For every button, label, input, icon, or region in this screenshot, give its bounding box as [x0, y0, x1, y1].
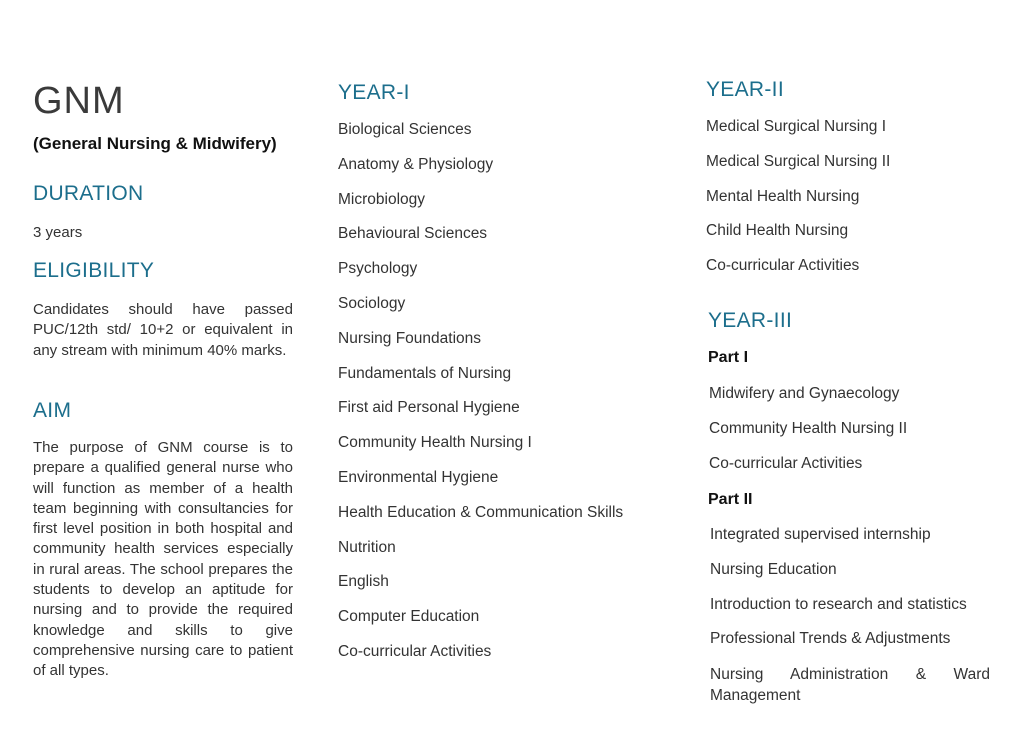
subject-item: Health Education & Communication Skills — [338, 503, 624, 521]
eligibility-heading: ELIGIBILITY — [33, 259, 155, 282]
year3-part2-label: Part II — [708, 491, 753, 508]
subject-item: Nursing Foundations — [338, 329, 482, 347]
subject-item: Mental Health Nursing — [706, 187, 860, 205]
subject-item: Environmental Hygiene — [338, 468, 499, 486]
year1-subject-list — [338, 121, 623, 678]
subject-item: Microbiology — [338, 190, 426, 208]
subject-item: Midwifery and Gynaecology — [709, 385, 900, 402]
year3-part1-label: Part I — [708, 349, 749, 366]
subject-item: Sociology — [338, 294, 406, 312]
year1-heading: YEAR-I — [338, 81, 410, 104]
subject-item: Nursing Administration & Ward Management — [710, 666, 990, 704]
subject-item: First aid Personal Hygiene — [338, 399, 520, 417]
subject-item: Co-curricular Activities — [709, 454, 863, 472]
subject-item: English — [338, 573, 389, 591]
subject-item: Medical Surgical Nursing I — [706, 118, 887, 135]
subject-item: Co-curricular Activities — [338, 642, 492, 660]
course-full-name: (General Nursing & Midwifery) — [33, 134, 277, 153]
subject-item: Computer Education — [338, 608, 480, 626]
subject-item: Anatomy & Physiology — [338, 155, 494, 173]
subject-item: Fundamentals of Nursing — [338, 364, 512, 382]
subject-item: Community Health Nursing I — [338, 434, 532, 452]
year3-heading: YEAR-III — [708, 309, 793, 332]
aim-text: The purpose of GNM course is to prepare a qualified general nurse who will function as member of a health team beginning with consultancies for first level position in both hospital and community health services especially in rural areas. The school prepares the students to develop an aptitude for nursing and to provide the required knowledge and skills to give comprehensive nursing care to patient of all types. — [33, 439, 293, 680]
subject-item: Co-curricular Activities — [706, 257, 860, 275]
subject-item: Nursing Education — [710, 560, 837, 578]
subject-item: Introduction to research and statistics — [710, 595, 967, 613]
year2-heading: YEAR-II — [706, 78, 784, 101]
year2-subject-list — [706, 118, 890, 292]
subject-item: Integrated supervised internship — [710, 526, 931, 543]
subject-item: Medical Surgical Nursing II — [706, 152, 891, 170]
subject-item: Community Health Nursing II — [709, 419, 908, 437]
subject-item: Child Health Nursing — [706, 222, 849, 240]
year3-part2-subject-list — [710, 526, 967, 665]
course-title: GNM — [33, 80, 125, 122]
subject-item: Nutrition — [338, 538, 396, 556]
subject-item: Psychology — [338, 260, 418, 278]
duration-heading: DURATION — [33, 182, 144, 205]
aim-heading: AIM — [33, 399, 72, 422]
duration-value: 3 years — [33, 224, 83, 241]
eligibility-text: Candidates should have passed PUC/12th std/ 10+2 or equivalent in any stream with minimum 40% marks. — [33, 301, 293, 359]
subject-item: Biological Sciences — [338, 121, 472, 138]
year3-part1-subject-list — [709, 385, 907, 489]
subject-item: Professional Trends & Adjustments — [710, 630, 951, 648]
subject-item: Behavioural Sciences — [338, 225, 488, 243]
